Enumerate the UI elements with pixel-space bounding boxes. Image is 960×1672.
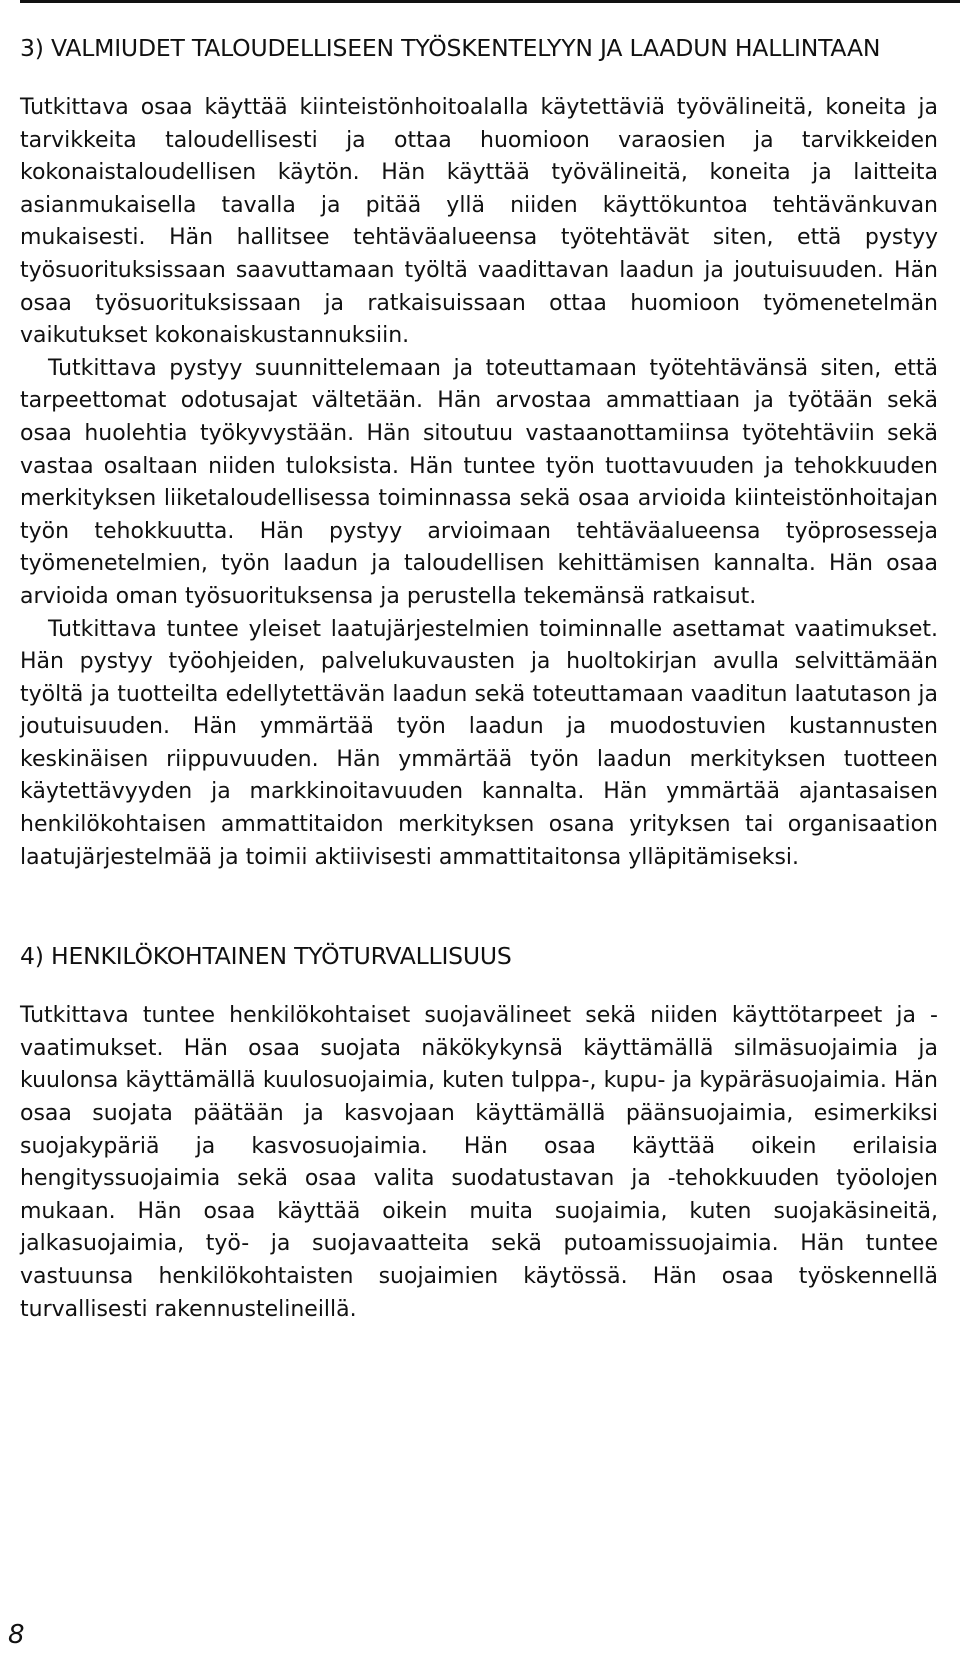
section-4-heading: 4) HENKILÖKOHTAINEN TYÖTURVALLISUUS xyxy=(20,942,512,971)
section-3-paragraph-2: Tutkittava pystyy suunnittelemaan ja toteuttamaan työtehtävänsä siten, että tarpeettomat odotusajat vältetään. Hän arvostaa ammattiaan ja työtään sekä osaa huolehtia työkyvystään. Hän sitoutuu vastaanottamiinsa työtehtäviin sekä vastaa osaltaan niiden tuloksista. Hän tuntee työn tuottavuuden ja tehokkuuden merkityksen liiketaloudellisessa toiminnassa sekä osaa arvioida kiinteistönhoitajan työn tehokkuutta. Hän pystyy arvioimaan tehtäväalueensa työprosesseja työmenetelmien, työn laadun ja taloudellisen kehittämisen kannalta. Hän osaa arvioida oman työsuorituksensa ja perustella tekemänsä ratkaisut. xyxy=(20,355,938,609)
section-3-paragraph-3: Tutkittava tuntee yleiset laatujärjestelmien toiminnalle asettamat vaatimukset. Hän pystyy työohjeiden, palvelukuvausten ja huoltokirjan avulla selvittämään työltä ja tuotteilta edellytettävän laadun sekä toteuttamaan vaaditun laatutason ja joutuisuuden. Hän ymmärtää työn laadun ja muodostuvien kustannusten keskinäisen riippuvuuden. Hän ymmärtää työn laadun merkityksen tuotteen käytettävyyden ja markkinoitavuuden kannalta. Hän ymmärtää ajantasaisen henkilökohtaisen ammattitaidon merkityksen osana yrityksen tai organisaation laatujärjestelmää ja toimii aktiivisesti ammattitaitonsa ylläpitämiseksi. xyxy=(20,616,938,870)
section-3-heading: 3) VALMIUDET TALOUDELLISEEN TYÖSKENTELYYN JA LAADUN HALLINTAAN xyxy=(20,34,881,62)
top-rule xyxy=(20,0,960,3)
section-3 xyxy=(20,32,938,874)
section-spacer xyxy=(20,874,938,940)
section-3-paragraph-1: Tutkittava osaa käyttää kiinteistönhoitoalalla käytettäviä työvälineitä, koneita ja tarvikkeita taloudellisesti ja ottaa huomioon varaosien ja tarvikkeiden kokonaistaloudellisen käytön. Hän käyttää työvälineitä, koneita ja laitteita asianmukaisella tavalla ja pitää yllä niiden käyttökuntoa tehtävänkuvan mukaisesti. Hän hallitsee tehtäväalueensa työtehtävät siten, että pystyy työsuorituksissaan saavuttamaan työltä vaadittavan laadun ja joutuisuuden. Hän osaa työsuorituksissaan ja ratkaisuissaan ottaa huomioon työmenetelmän vaikutukset kokonaiskustannuksiin. xyxy=(20,95,938,349)
page-content xyxy=(20,32,938,1326)
page-number: 8 xyxy=(8,1620,25,1650)
section-4-paragraph-1: Tutkittava tuntee henkilökohtaiset suojavälineet sekä niiden käyttötarpeet ja -vaatimukset. Hän osaa suojata näkökykynsä käyttämällä silmäsuojaimia ja kuulonsa käyttämällä kuulosuojaimia, kuten tulppa-, kupu- ja kypäräsuojaimia. Hän osaa suojata päätään ja kasvojaan käyttämällä päänsuojaimia, esimerkiksi suojakypäriä ja kasvosuojaimia. Hän osaa käyttää oikein erilaisia hengityssuojaimia sekä osaa valita suodatustavan ja -tehokkuuden työolojen mukaan. Hän osaa käyttää oikein muita suojaimia, kuten suojakäsineitä, jalkasuojaimia, työ- ja suojavaatteita sekä putoamissuojaimia. Hän tuntee vastuunsa henkilökohtaisten suojaimien käytössä. Hän osaa työskennellä turvallisesti rakennustelineillä. xyxy=(20,1003,938,1322)
section-4 xyxy=(20,940,938,1326)
